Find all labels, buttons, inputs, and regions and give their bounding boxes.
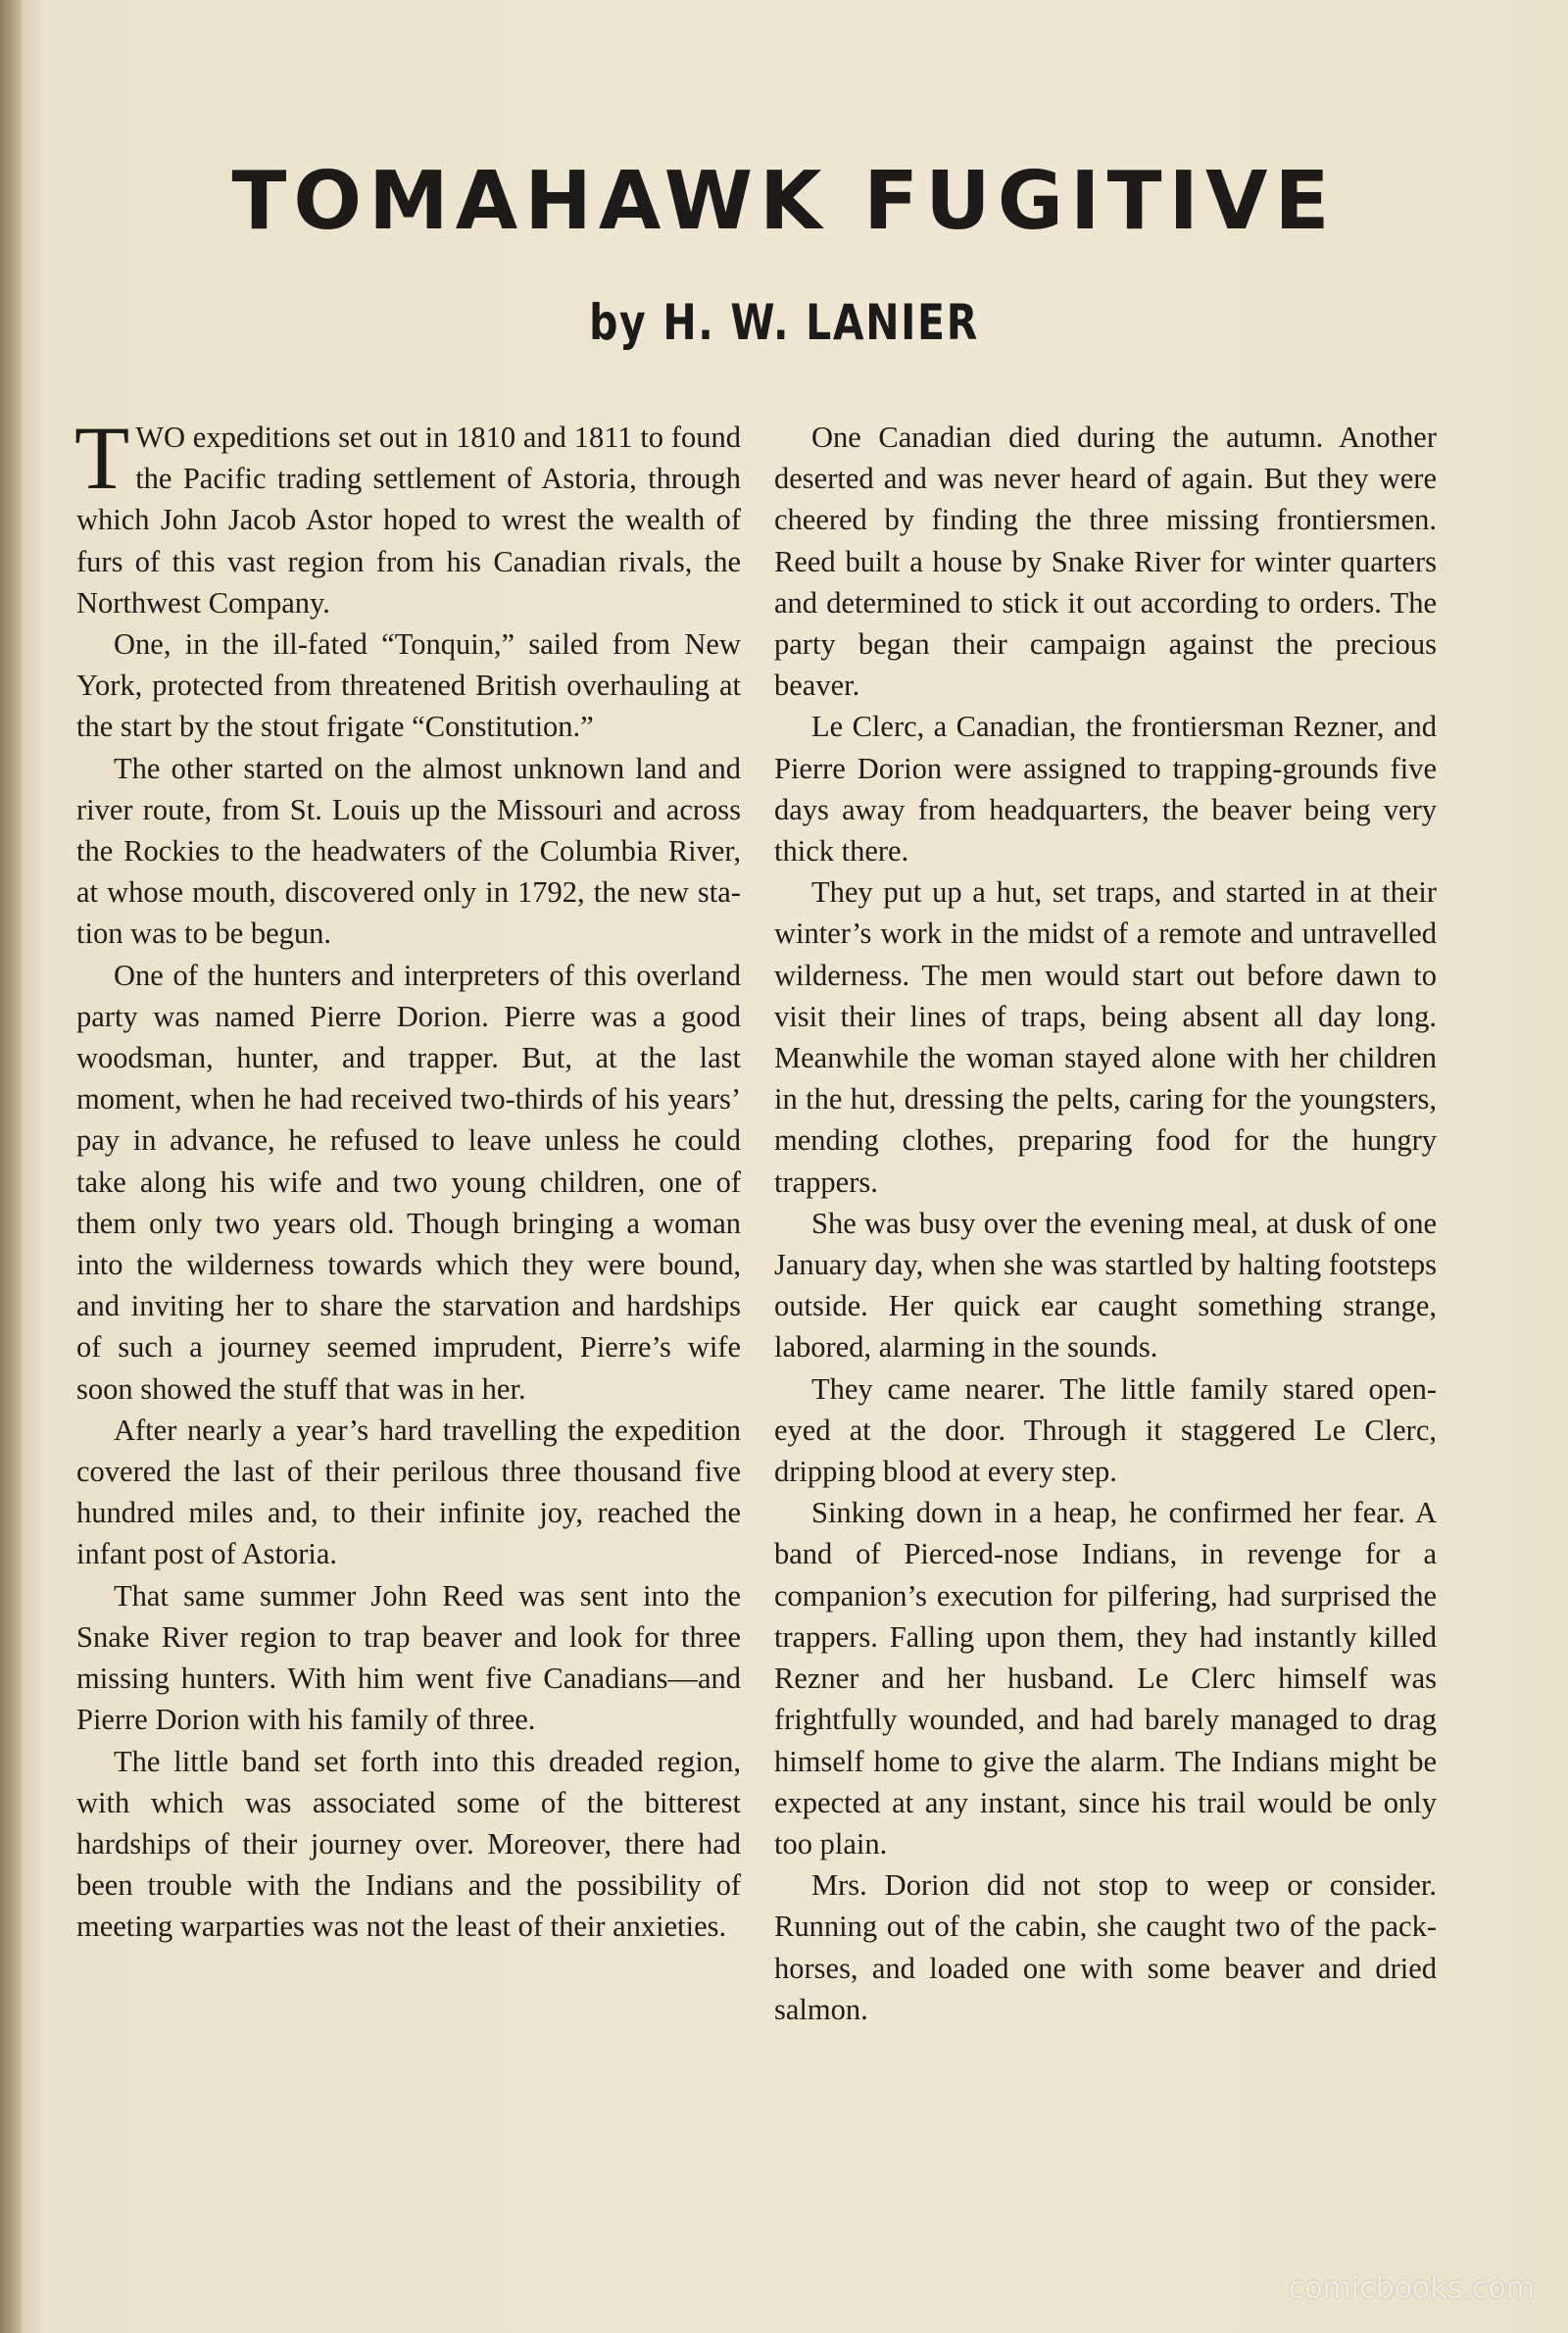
paragraph-12: They came nearer. The little family stared open-eyed at the door. Through it staggered Le Clerc, dripping blood at every step. bbox=[774, 1371, 1437, 1489]
drop-cap: T bbox=[74, 408, 130, 508]
paragraph-13: Sinking down in a heap, he confirmed her fear. A band of Pierced-nose Indians, in revenge for a companion’s execution for pilfering, had surprised the trappers. Falling upon them, they had instantly killed Rezner and her husband. Le Clerc himself was frightfully wounded, and had barely managed to drag himself home to give the alarm. The Indians might be expected at any instant, since his trail would be only too plain. bbox=[774, 1496, 1437, 1861]
site-watermark: comicbooks.com bbox=[1288, 2271, 1535, 2306]
article-title: TOMAHAWK FUGITIVE bbox=[231, 155, 1337, 248]
paragraph-8: One Canadian died during the autumn. Another deserted and was never heard of again. But they were cheered by finding the three missing frontiersmen. Reed built a house by Snake River for winter quarters and determined to stick it out according to orders. The party began their campaign against the precious beaver. bbox=[774, 421, 1437, 703]
paragraph-5: After nearly a year’s hard travelling the expedition covered the last of their perilous three thousand five hundred miles and, to their infinite joy, reached the infant post of Astoria. bbox=[76, 1413, 741, 1571]
paragraph-14: Mrs. Dorion did not stop to weep or consider. Running out of the cabin, she caught two of the pack-horses, and loaded one with some beaver and dried salmon. bbox=[774, 1868, 1437, 2026]
paragraph-4: One of the hunters and interpreters of this overland party was named Pierre Dorion. Pierre was a good woodsman, hunter, and trapper. But, at the last moment, when he had received two-thirds of his years’ pay in advance, he refused to leave unless he could take along his wife and two young children, one of them only two years old. Though bringing a woman into the wilderness towards which they were bound, and inviting her to share the starvation and hardships of such a journey seemed imprudent, Pierre’s wife soon showed the stuff that was in her. bbox=[76, 958, 741, 1406]
paragraph-text: WO expeditions set out in 1810 and 1811 to found the Pacific trading settlement of Astoria, through which John Jacob Astor hoped to wrest the wealth of furs of this vast region from his Canadian rivals, the Northwest Company. bbox=[76, 421, 741, 620]
paragraph-3: The other started on the almost unknown land and river route, from St. Louis up the Missouri and across the Rockies to the headwaters of the Columbia River, at whose mouth, discovered only in 1792, the new station was to be begun. bbox=[76, 751, 741, 951]
left-column bbox=[74, 408, 741, 1948]
page-spine-shadow bbox=[0, 0, 22, 2333]
paragraph-7: The little band set forth into this dreaded region, with which was associated some of the bitterest hardships of their journey over. Moreover, there had been trouble with the Indians and the possibility of meeting warparties was not the least of their anxieties. bbox=[76, 1744, 741, 1944]
paragraph-11: She was busy over the evening meal, at dusk of one January day, when she was startled by halting footsteps outside. Her quick ear caught something strange, labored, alarming in the sounds. bbox=[774, 1206, 1437, 1365]
right-column bbox=[774, 417, 1437, 2030]
paragraph-6: That same summer John Reed was sent into the Snake River region to trap beaver and look for three missing hunters. With him went five Canadians—and Pierre Dorion with his family of three. bbox=[76, 1578, 741, 1737]
paragraph-1 bbox=[74, 408, 741, 623]
paragraph-9: Le Clerc, a Canadian, the frontiersman Rezner, and Pierre Dorion were assigned to trapping-grounds five days away from headquarters, the beaver being very thick there. bbox=[774, 710, 1437, 869]
article-byline: by H. W. LANIER bbox=[589, 294, 979, 351]
paragraph-2: One, in the ill-fated “Tonquin,” sailed from New York, protected from threatened British overhauling at the start by the stout frigate “Constitution.” bbox=[76, 627, 741, 744]
paragraph-10: They put up a hut, set traps, and started in at their winter’s work in the midst of a remote and untravelled wilderness. The men would start out before dawn to visit their lines of traps, being absent all day long. Meanwhile the woman stayed alone with her children in the hut, dressing the pelts, caring for the youngsters, mending clothes, preparing food for the hungry trappers. bbox=[774, 875, 1437, 1199]
